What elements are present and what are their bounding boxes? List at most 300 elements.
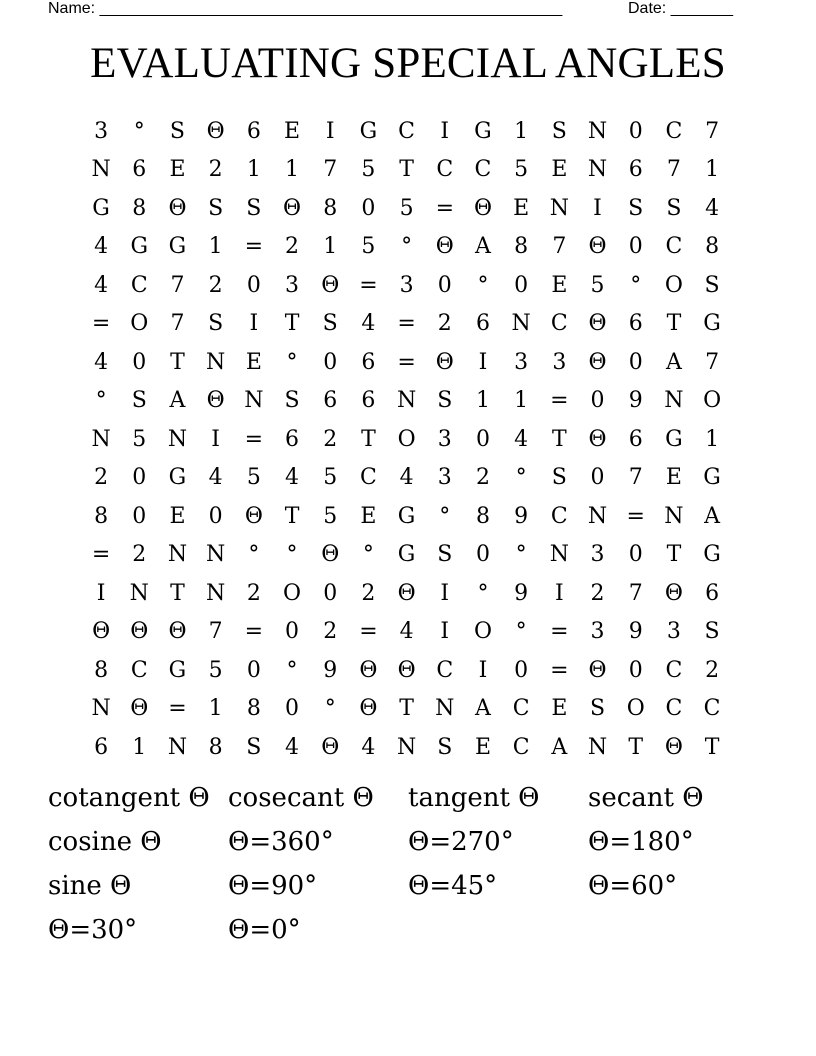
grid-cell: Θ — [321, 542, 340, 568]
grid-cell: 1 — [208, 234, 223, 260]
grid-cell: 5 — [361, 234, 376, 260]
grid-cell: 0 — [628, 234, 643, 260]
grid-cell: 3 — [94, 118, 109, 144]
grid-cell: G — [474, 118, 492, 144]
grid-cell: 6 — [628, 426, 643, 452]
grid-cell: 2 — [475, 465, 490, 491]
grid-cell: 6 — [361, 349, 376, 375]
grid-cell: T — [284, 311, 300, 337]
grid-cell: N — [91, 426, 111, 452]
grid-cell: 5 — [590, 272, 605, 298]
grid-cell: 6 — [628, 311, 643, 337]
grid-cell: T — [666, 542, 682, 568]
grid-cell: T — [361, 426, 376, 452]
grid-cell: N — [587, 503, 608, 529]
grid-cell: E — [551, 696, 568, 722]
grid-cell: E — [169, 503, 186, 529]
grid-cell: 6 — [705, 580, 720, 606]
grid-cell: S — [437, 542, 453, 568]
word-bank-item: Θ=90° — [228, 871, 318, 901]
grid-cell: I — [593, 195, 602, 221]
grid-cell: = — [244, 619, 264, 645]
grid-cell: O — [626, 696, 645, 722]
grid-cell: 1 — [323, 234, 338, 260]
grid-cell: 0 — [628, 118, 643, 144]
grid-cell: I — [478, 657, 488, 683]
grid-cell: Θ — [168, 619, 187, 645]
grid-cell: N — [396, 388, 417, 414]
grid-cell: N — [91, 696, 111, 722]
grid-cell: S — [704, 272, 720, 298]
grid-cell: 4 — [361, 311, 376, 337]
grid-cell: C — [665, 696, 683, 722]
grid-cell: 7 — [705, 349, 720, 375]
grid-cell: Θ — [130, 619, 149, 645]
grid-cell: G — [397, 503, 416, 529]
grid-cell: 4 — [208, 465, 223, 491]
grid-cell: S — [628, 195, 644, 221]
grid-cell: 7 — [323, 157, 338, 183]
grid-cell: I — [440, 619, 450, 645]
grid-cell: 8 — [94, 657, 109, 683]
grid-cell: C — [665, 234, 683, 260]
grid-cell: N — [587, 118, 608, 144]
grid-cell: 0 — [475, 426, 490, 452]
grid-cell: C — [436, 657, 454, 683]
grid-cell: 4 — [94, 234, 109, 260]
grid-cell: ° — [401, 234, 413, 260]
grid-cell: I — [211, 426, 220, 452]
grid-cell: T — [399, 157, 414, 183]
word-bank-item: Θ=270° — [408, 827, 514, 857]
grid-cell: N — [206, 542, 226, 568]
grid-cell: O — [703, 388, 722, 414]
grid-cell: 2 — [323, 619, 338, 645]
grid-cell: 8 — [94, 503, 109, 529]
grid-row — [82, 382, 732, 421]
grid-cell: Θ — [588, 311, 607, 337]
grid-row — [82, 266, 732, 305]
grid-cell: I — [440, 118, 450, 144]
grid-cell: N — [396, 734, 417, 760]
grid-cell: 0 — [628, 657, 643, 683]
grid-cell: I — [440, 580, 450, 606]
grid-cell: N — [167, 542, 188, 568]
grid-row — [82, 613, 732, 652]
grid-cell: 4 — [94, 272, 109, 298]
word-bank-item: cotangent Θ — [48, 783, 210, 813]
grid-cell: N — [549, 542, 569, 568]
grid-cell: G — [397, 542, 416, 568]
grid-cell: I — [325, 118, 335, 144]
grid-cell: 5 — [514, 157, 529, 183]
grid-cell: E — [360, 503, 377, 529]
grid-cell: Θ — [473, 195, 492, 221]
grid-cell: 2 — [94, 465, 109, 491]
word-bank-item: sine Θ — [48, 871, 132, 901]
page-title: EVALUATING SPECIAL ANGLES — [90, 40, 726, 87]
grid-cell: E — [245, 349, 262, 375]
grid-cell: = — [359, 272, 378, 298]
grid-cell: Θ — [588, 234, 607, 260]
grid-cell: N — [435, 696, 455, 722]
grid-cell: = — [397, 311, 416, 337]
grid-cell: 5 — [246, 465, 261, 491]
grid-row — [82, 420, 732, 459]
grid-cell: = — [550, 388, 569, 414]
grid-cell: 9 — [628, 388, 643, 414]
grid-cell: 2 — [132, 542, 147, 568]
grid-cell: Θ — [588, 657, 607, 683]
grid-cell: ° — [515, 465, 527, 491]
grid-cell: 5 — [399, 195, 414, 221]
grid-cell: T — [284, 503, 300, 529]
grid-cell: S — [551, 465, 567, 491]
grid-cell: = — [550, 657, 569, 683]
grid-cell: 3 — [399, 272, 414, 298]
word-bank-item: Θ=360° — [228, 827, 334, 857]
grid-cell: N — [587, 734, 608, 760]
grid-cell: 6 — [361, 388, 376, 414]
grid-row — [82, 305, 732, 344]
grid-cell: 2 — [437, 311, 452, 337]
grid-cell: S — [131, 388, 147, 414]
grid-cell: Θ — [359, 657, 378, 683]
grid-cell: 0 — [323, 349, 338, 375]
grid-cell: ° — [439, 503, 451, 529]
grid-cell: T — [628, 734, 644, 760]
grid-cell: = — [550, 619, 569, 645]
grid-cell: = — [244, 234, 264, 260]
grid-cell: = — [397, 349, 416, 375]
grid-cell: ° — [324, 696, 336, 722]
grid-cell: 6 — [285, 426, 300, 452]
grid-cell: 0 — [514, 272, 529, 298]
grid-cell: N — [664, 388, 684, 414]
word-bank-item: tangent Θ — [408, 783, 540, 813]
grid-cell: S — [437, 734, 453, 760]
grid-cell: 8 — [514, 234, 529, 260]
grid-cell: 0 — [285, 619, 300, 645]
grid-cell: T — [704, 734, 720, 760]
word-bank-item: Θ=180° — [588, 827, 694, 857]
grid-row — [82, 459, 732, 498]
grid-cell: S — [169, 118, 185, 144]
grid-cell: S — [208, 195, 224, 221]
grid-cell: 4 — [514, 426, 529, 452]
grid-cell: C — [512, 696, 530, 722]
grid-cell: 0 — [323, 580, 338, 606]
grid-cell: Θ — [92, 619, 111, 645]
grid-cell: 7 — [666, 157, 681, 183]
grid-cell: 0 — [285, 696, 300, 722]
grid-cell: ° — [248, 542, 260, 568]
grid-cell: 2 — [285, 234, 300, 260]
grid-cell: 0 — [246, 272, 261, 298]
grid-row — [82, 690, 732, 729]
grid-cell: ° — [630, 272, 642, 298]
grid-cell: 3 — [437, 426, 452, 452]
grid-cell: G — [703, 311, 721, 337]
grid-cell: Θ — [397, 657, 416, 683]
grid-cell: ° — [286, 657, 298, 683]
word-bank-item: Θ=0° — [228, 915, 301, 945]
grid-cell: A — [169, 388, 186, 414]
word-bank-item: secant Θ — [588, 783, 704, 813]
grid-cell: 3 — [285, 272, 300, 298]
grid-cell: ° — [477, 272, 489, 298]
grid-cell: 9 — [323, 657, 338, 683]
grid-cell: 1 — [285, 157, 300, 183]
grid-cell: 3 — [437, 465, 452, 491]
grid-cell: ° — [477, 580, 489, 606]
grid-cell: G — [130, 234, 149, 260]
grid-row — [82, 497, 732, 536]
grid-cell: S — [666, 195, 682, 221]
word-bank — [48, 780, 768, 948]
grid-cell: 0 — [628, 542, 643, 568]
grid-cell: A — [475, 234, 491, 260]
grid-cell: E — [665, 465, 682, 491]
grid-cell: 6 — [246, 118, 261, 144]
grid-cell: 0 — [208, 503, 223, 529]
grid-cell: I — [478, 349, 488, 375]
grid-cell: C — [550, 311, 568, 337]
grid-row — [82, 189, 732, 228]
grid-cell: Θ — [130, 696, 149, 722]
grid-cell: 5 — [323, 503, 338, 529]
grid-cell: 8 — [323, 195, 338, 221]
grid-cell: S — [589, 696, 606, 722]
grid-cell: G — [703, 542, 721, 568]
grid-cell: O — [397, 426, 416, 452]
grid-cell: A — [551, 734, 568, 760]
grid-cell: N — [167, 734, 188, 760]
name-field-label: Name: ____________________________________________________ — [48, 0, 563, 17]
grid-cell: = — [91, 311, 111, 337]
grid-cell: ° — [515, 542, 527, 568]
grid-cell: 0 — [590, 465, 605, 491]
grid-cell: 7 — [628, 580, 643, 606]
grid-cell: = — [359, 619, 378, 645]
grid-cell: = — [244, 426, 264, 452]
date-field-label: Date: _______ — [628, 0, 733, 17]
grid-cell: 6 — [132, 157, 147, 183]
grid-cell: 7 — [208, 619, 223, 645]
grid-cell: 7 — [552, 234, 567, 260]
grid-cell: C — [359, 465, 377, 491]
grid-cell: 2 — [208, 157, 223, 183]
grid-cell: C — [130, 657, 148, 683]
grid-cell: Θ — [321, 734, 340, 760]
grid-row — [82, 536, 732, 575]
grid-cell: ° — [133, 118, 145, 144]
grid-cell: 0 — [132, 349, 147, 375]
grid-cell: 0 — [132, 465, 147, 491]
grid-cell: 5 — [323, 465, 338, 491]
grid-cell: Θ — [244, 503, 263, 529]
grid-row — [82, 112, 732, 151]
grid-cell: E — [284, 118, 301, 144]
grid-cell: 6 — [475, 311, 490, 337]
grid-cell: = — [168, 696, 187, 722]
grid-cell: C — [398, 118, 416, 144]
grid-cell: 4 — [399, 465, 414, 491]
grid-cell: I — [96, 580, 106, 606]
grid-cell: ° — [286, 542, 298, 568]
grid-cell: N — [664, 503, 684, 529]
grid-cell: 0 — [514, 657, 529, 683]
grid-cell: C — [512, 734, 530, 760]
grid-cell: 5 — [132, 426, 147, 452]
grid-cell: Θ — [397, 580, 416, 606]
grid-cell: 0 — [590, 388, 605, 414]
grid-cell: Θ — [664, 734, 683, 760]
grid-cell: C — [665, 657, 683, 683]
grid-cell: Θ — [435, 349, 454, 375]
grid-cell: N — [167, 426, 188, 452]
grid-cell: 2 — [323, 426, 338, 452]
grid-cell: G — [168, 234, 187, 260]
grid-cell: ° — [515, 619, 527, 645]
grid-cell: C — [474, 157, 492, 183]
grid-cell: 1 — [132, 734, 147, 760]
grid-cell: S — [551, 118, 567, 144]
grid-cell: T — [170, 580, 185, 606]
grid-cell: 9 — [514, 580, 529, 606]
grid-cell: O — [473, 619, 492, 645]
word-bank-item: Θ=45° — [408, 871, 498, 901]
grid-cell: ° — [95, 388, 107, 414]
word-bank-item: cosecant Θ — [228, 783, 374, 813]
grid-cell: C — [130, 272, 148, 298]
grid-cell: E — [474, 734, 491, 760]
grid-cell: 6 — [323, 388, 338, 414]
grid-cell: N — [91, 157, 111, 183]
grid-cell: 4 — [361, 734, 376, 760]
grid-cell: S — [704, 619, 720, 645]
grid-cell: N — [549, 195, 569, 221]
grid-cell: E — [551, 157, 568, 183]
grid-cell: 6 — [628, 157, 643, 183]
grid-cell: C — [550, 503, 568, 529]
grid-cell: G — [168, 465, 187, 491]
grid-row — [82, 728, 732, 767]
grid-cell: 1 — [514, 388, 529, 414]
grid-cell: 8 — [132, 195, 147, 221]
grid-cell: 1 — [208, 696, 223, 722]
grid-cell: O — [664, 272, 683, 298]
grid-cell: 2 — [590, 580, 605, 606]
grid-cell: 9 — [628, 619, 643, 645]
grid-cell: T — [170, 349, 185, 375]
grid-cell: O — [130, 311, 149, 337]
grid-cell: ° — [362, 542, 374, 568]
grid-cell: G — [92, 195, 110, 221]
grid-cell: 4 — [94, 349, 109, 375]
grid-cell: = — [91, 542, 111, 568]
grid-cell: 9 — [514, 503, 529, 529]
grid-cell: 3 — [514, 349, 529, 375]
grid-cell: 7 — [170, 272, 185, 298]
grid-cell: 0 — [246, 657, 261, 683]
grid-cell: 0 — [132, 503, 147, 529]
grid-cell: I — [554, 580, 564, 606]
grid-cell: 5 — [361, 157, 376, 183]
grid-cell: 4 — [285, 465, 300, 491]
grid-cell: Θ — [206, 388, 225, 414]
grid-cell: 0 — [628, 349, 643, 375]
grid-cell: 0 — [475, 542, 490, 568]
grid-cell: S — [246, 195, 262, 221]
grid-cell: A — [665, 349, 682, 375]
word-bank-item: cosine Θ — [48, 827, 162, 857]
grid-cell: 2 — [361, 580, 376, 606]
grid-cell: 3 — [590, 619, 605, 645]
grid-cell: E — [513, 195, 530, 221]
grid-cell: Θ — [321, 272, 340, 298]
grid-cell: 1 — [246, 157, 261, 183]
grid-cell: S — [322, 311, 338, 337]
grid-cell: 3 — [666, 619, 681, 645]
grid-cell: G — [665, 426, 683, 452]
grid-cell: Θ — [588, 349, 607, 375]
grid-row — [82, 228, 732, 267]
grid-cell: T — [399, 696, 414, 722]
word-bank-item: Θ=60° — [588, 871, 678, 901]
grid-cell: N — [206, 349, 226, 375]
grid-cell: 1 — [514, 118, 529, 144]
grid-cell: A — [475, 696, 491, 722]
grid-cell: 2 — [208, 272, 223, 298]
grid-cell: 8 — [246, 696, 261, 722]
grid-cell: 1 — [705, 157, 720, 183]
grid-cell: N — [587, 157, 608, 183]
grid-cell: 6 — [94, 734, 109, 760]
header-line — [0, 0, 816, 20]
grid-cell: 7 — [628, 465, 643, 491]
grid-row — [82, 151, 732, 190]
grid-row — [82, 343, 732, 382]
word-bank-item: Θ=30° — [48, 915, 138, 945]
grid-cell: 5 — [208, 657, 223, 683]
grid-cell: O — [283, 580, 302, 606]
grid-cell: 8 — [208, 734, 223, 760]
grid-cell: T — [552, 426, 567, 452]
grid-cell: Θ — [359, 696, 378, 722]
grid-cell: C — [665, 118, 683, 144]
grid-cell: 7 — [705, 118, 720, 144]
grid-cell: 0 — [361, 195, 376, 221]
grid-cell: I — [249, 311, 259, 337]
grid-cell: G — [359, 118, 378, 144]
grid-cell: 3 — [552, 349, 567, 375]
grid-cell: 4 — [399, 619, 414, 645]
grid-cell: C — [703, 696, 721, 722]
grid-cell: S — [208, 311, 224, 337]
grid-cell: 8 — [475, 503, 490, 529]
grid-cell: N — [129, 580, 149, 606]
grid-cell: Θ — [168, 195, 187, 221]
grid-cell: C — [436, 157, 454, 183]
word-search-grid — [82, 112, 732, 767]
grid-cell: = — [435, 195, 454, 221]
grid-cell: N — [244, 388, 264, 414]
grid-cell: Θ — [206, 118, 225, 144]
grid-cell: 0 — [437, 272, 452, 298]
grid-cell: E — [551, 272, 568, 298]
grid-cell: 2 — [246, 580, 261, 606]
